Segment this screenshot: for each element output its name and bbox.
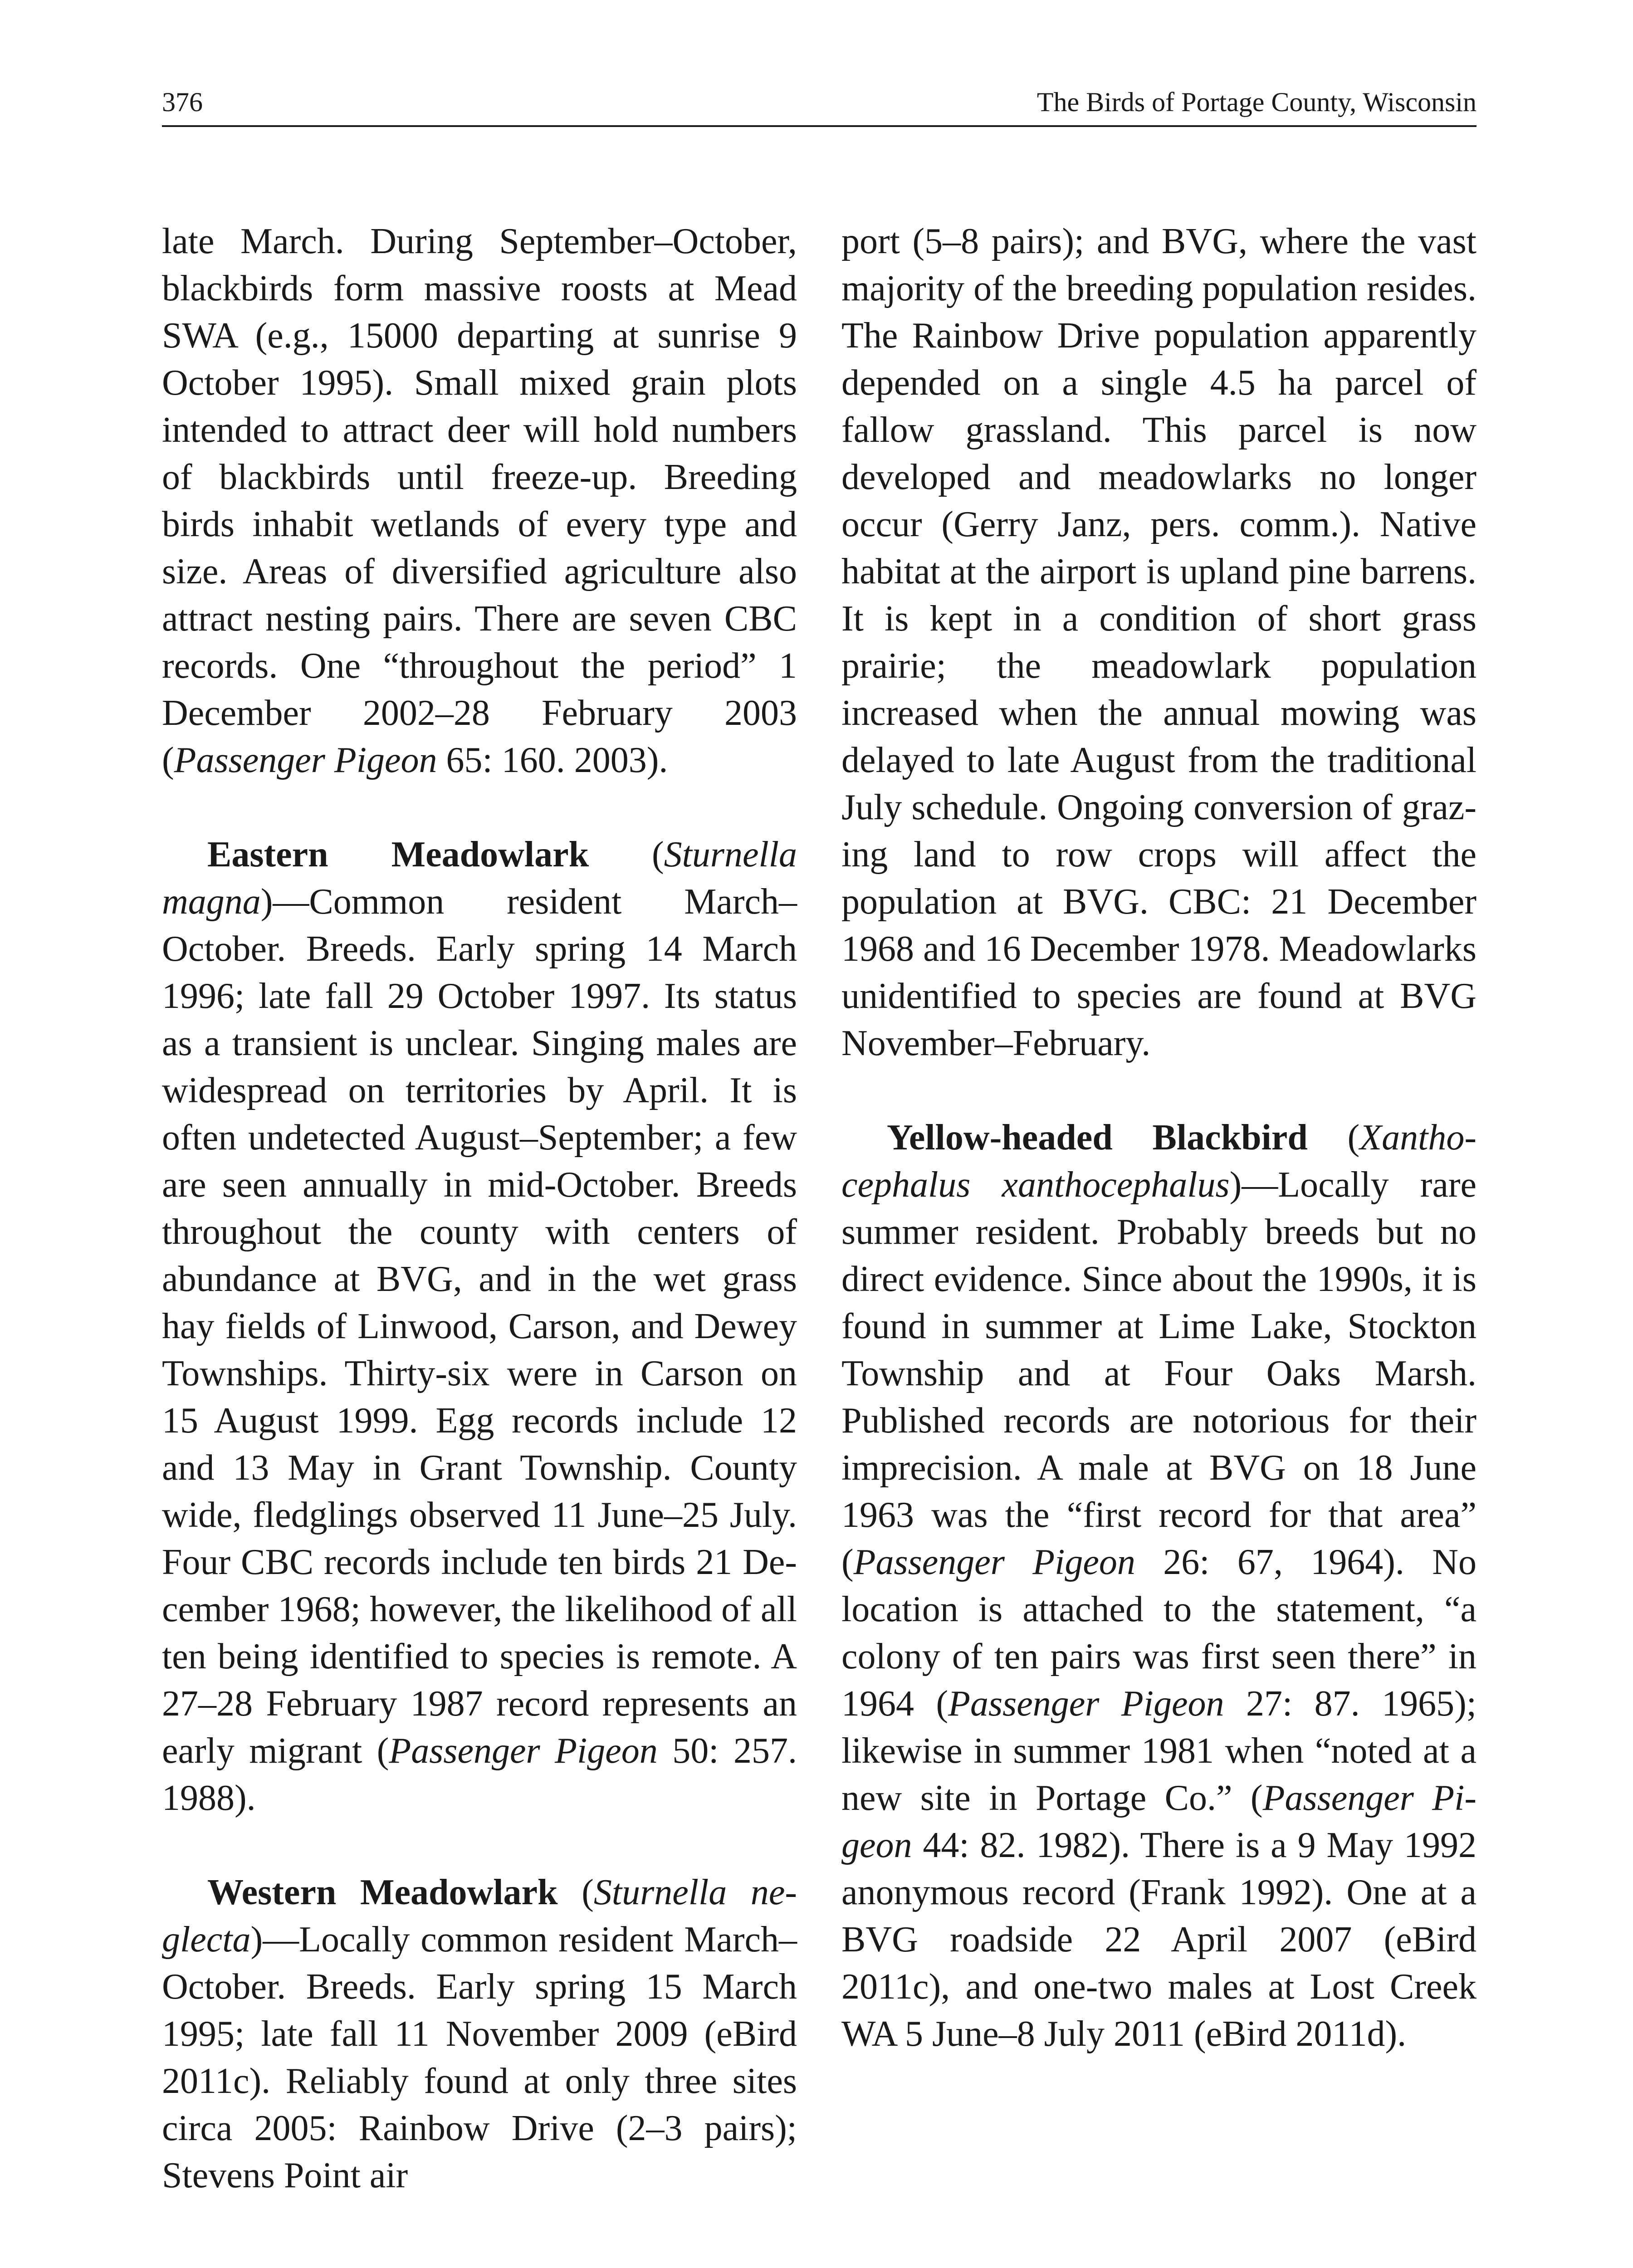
open-paren: ( <box>589 835 664 875</box>
species-common-name: Western Meadowlark <box>207 1872 558 1912</box>
species-account-text: )—Locally common resident March–October. Breeds. Early spring 15 March 1995; late fall 11 November 2009 (eBird 2011c). Reliably found at only three sites circa 2005: Rainbow Drive (2–3 pairs); Stevens Point air <box>162 1920 797 2195</box>
species-scientific-name: Sturnella neglecta <box>162 1872 797 1960</box>
right-column <box>841 218 1477 2058</box>
species-account-text: 26: 67, 1964). No location is attached to the statement, “a colony of ten pairs was first seen there” in 1964 ( <box>841 1542 1477 1724</box>
species-scientific-name: Xanthocephalus xanthocephalus <box>841 1118 1477 1205</box>
running-title: The Birds of Portage County, Wisconsin <box>1037 87 1477 117</box>
left-column <box>162 218 797 2199</box>
species-entry-western-meadowlark-continued <box>841 218 1477 1067</box>
species-account-text: )—Locally rare summer resident. Probably breeds but no direct evidence. Since about the 1990s, it is found in summer at Lime Lake, Stockton Township and at Four Oaks Marsh. Published records are notorious for their imprecision. A male at BVG on 18 June 1963 was the “first record for that area” ( <box>841 1165 1477 1582</box>
species-entry-eastern-meadowlark <box>162 831 797 1822</box>
journal-citation: Passenger Pigeon <box>841 1778 1477 1865</box>
species-account-text: 44: 82. 1982). There is a 9 May 1992 anonymous record (Frank 1992). One at a BVG roadside 22 April 2007 (eBird 2011c), and one-two males at Lost Creek WA 5 June–8 July 2011 (eBird 2011d). <box>841 1825 1477 2054</box>
species-account-text: )—Common resident March–October. Breeds. Early spring 14 March 1996; late fall 29 October 1997. Its status as a transient is unclear. Singing males are widespread on territories by April. It is often undetected August–September; a few are seen annually in mid-October. Breeds throughout the county with centers of abundance at BVG, and in the wet grass hay fields of Linwood, Carson, and Dewey Townships. Thirty-six were in Carson on 15 August 1999. Egg records include 12 and 13 May in Grant Township. County wide, fledglings observed 11 June–25 July. Four CBC records include ten birds 21 December 1968; however, the likelihood of all ten being identified to species is remote. A 27–28 February 1987 record represents an early migrant ( <box>162 882 797 1771</box>
species-scientific-name: Sturnella magna <box>162 835 797 922</box>
species-account-text-end: 50: 257. 1988). <box>162 1731 797 1818</box>
running-head <box>162 86 1477 118</box>
species-entry-western-meadowlark <box>162 1869 797 2199</box>
journal-citation: Passenger Pigeon <box>389 1731 658 1771</box>
page-number: 376 <box>162 87 203 117</box>
species-common-name: Yellow-headed Blackbird <box>887 1118 1308 1158</box>
species-common-name: Eastern Meadowlark <box>207 835 589 875</box>
species-account-text: 27: 87. 1965); likewise in summer 1981 when “noted at a new site in Portage Co.” ( <box>841 1684 1477 1818</box>
open-paren: ( <box>1307 1118 1360 1158</box>
header-rule <box>162 125 1477 127</box>
journal-citation: Passenger Pigeon <box>853 1542 1135 1582</box>
continuation-text: late March. During September–October, blackbirds form massive roosts at Mead SWA (e.g., 15000 departing at sunrise 9 October 1995). Small mixed grain plots intended to attract deer will hold numbers of blackbirds until freeze-up. Breeding birds inhabit wetlands of every type and size. Areas of diversified agriculture also attract nesting pairs. There are seven CBC records. One “throughout the period” 1 December 2002–28 February 2003 ( <box>162 221 797 780</box>
species-account-text: port (5–8 pairs); and BVG, where the vast majority of the breeding population resides. The Rainbow Drive population apparently depended on a single 4.5 ha parcel of fallow grassland. This parcel is now developed and meadowlarks no longer occur (Gerry Janz, pers. comm.). Native habitat at the airport is upland pine barrens. It is kept in a condition of short grass prairie; the meadowlark population increased when the annual mowing was delayed to late August from the traditional July schedule. Ongoing conversion of grazing land to row crops will affect the population at BVG. CBC: 21 December 1968 and 16 December 1978. Meadowlarks unidentified to species are found at BVG November–February. <box>841 221 1477 1063</box>
journal-citation: Passenger Pigeon <box>948 1684 1224 1724</box>
journal-citation: Passenger Pigeon <box>174 740 437 780</box>
continuation-paragraph <box>162 218 797 784</box>
continuation-text-end: 65: 160. 2003). <box>437 740 668 780</box>
species-entry-yellow-headed-blackbird <box>841 1114 1477 2058</box>
open-paren: ( <box>557 1872 594 1912</box>
